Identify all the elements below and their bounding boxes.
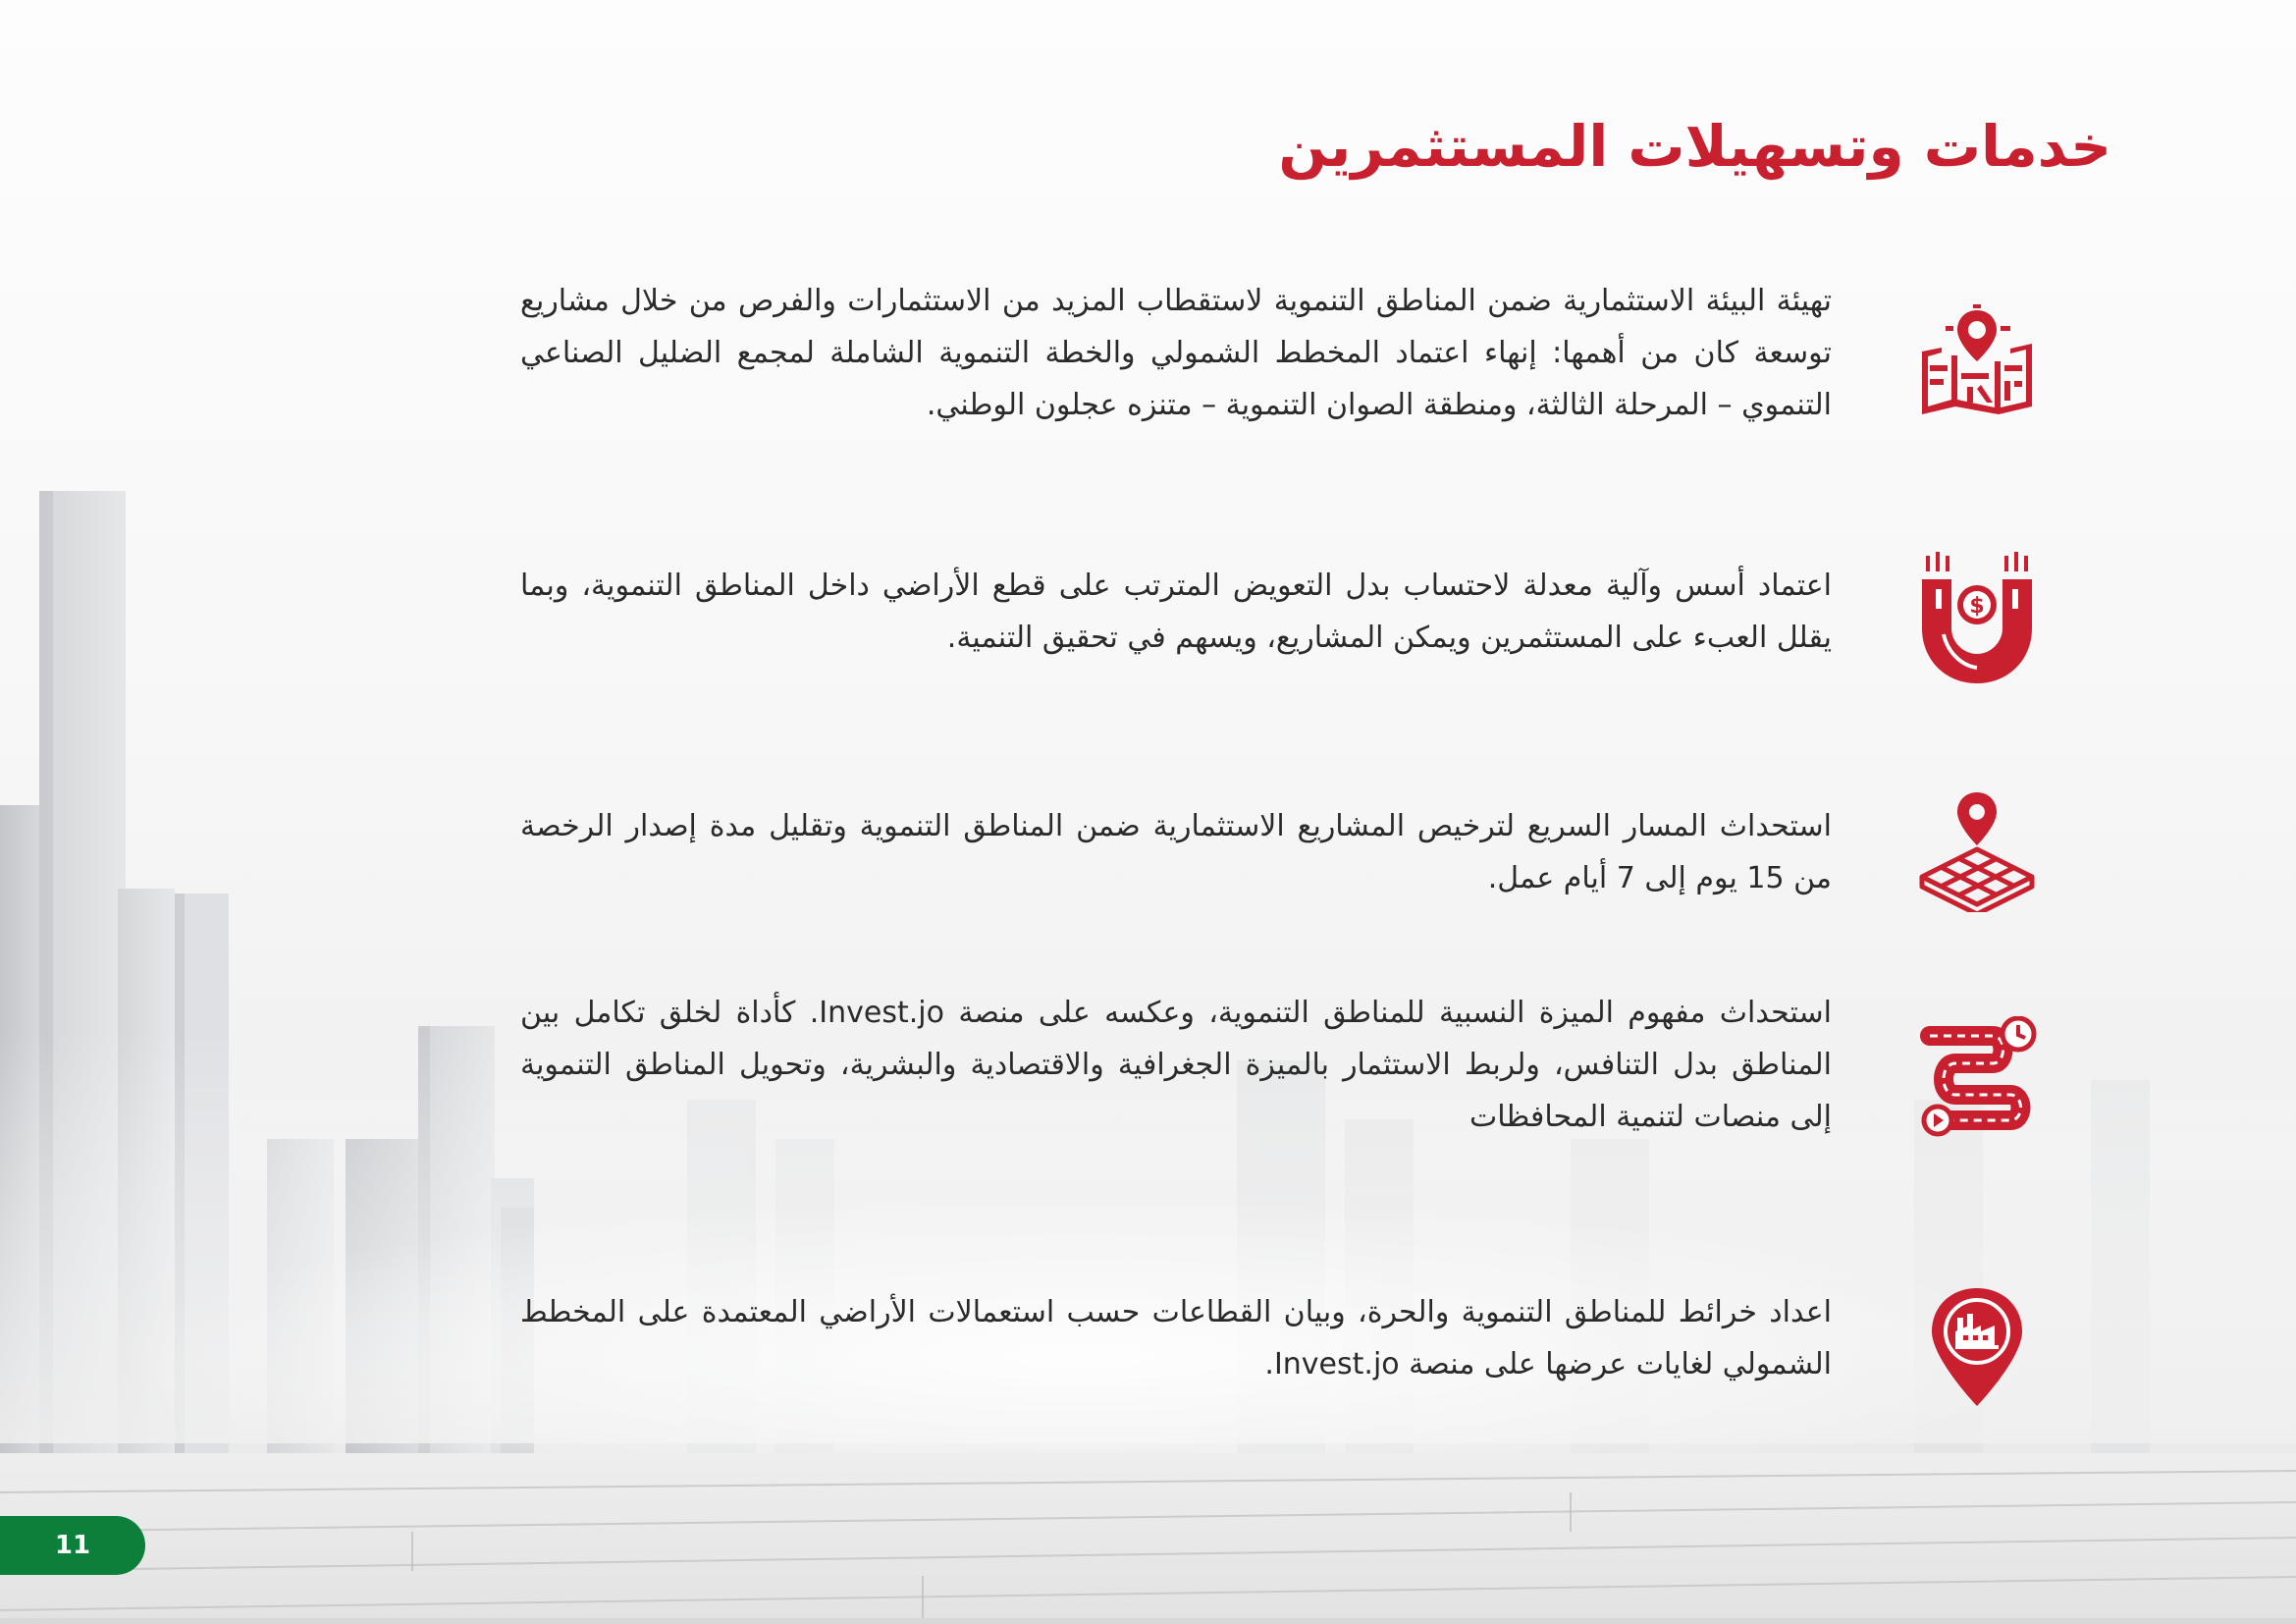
service-text: اعداد خرائط للمناطق التنموية والحرة، وبيان القطاعات حسب استعمالات الأراضي المعتمدة على المخطط الشمولي لغايات عرضها على منصة Invest.jo. xyxy=(520,1295,1832,1381)
svg-text:$: $ xyxy=(1969,594,1985,619)
factory-location-icon xyxy=(1916,1286,2038,1408)
page-title: خدمات وتسهيلات المستثمرين xyxy=(1278,113,2111,180)
city-map-pin-icon xyxy=(1916,304,2038,426)
service-text: استحداث المسار السريع لترخيص المشاريع الاستثمارية ضمن المناطق التنموية وتقليل مدة إصدار الرخصة من 15 يوم إلى 7 أيام عمل. xyxy=(520,809,1832,895)
service-text: استحداث مفهوم الميزة النسبية للمناطق التنموية، وعكسه على منصة Invest.jo. كأداة لخلق تكامل بين المناطق بدل التنافس، ولربط الاستثمار بالميزة الجغرافية والاقتصادية والبشرية، وتحويل المناطق التنموية إلى منصات لتنمية المحافظات xyxy=(520,996,1832,1134)
land-plot-pin-icon xyxy=(1916,790,2038,912)
page-number-badge xyxy=(0,1516,145,1575)
service-text: تهيئة البيئة الاستثمارية ضمن المناطق التنموية لاستقطاب المزيد من الاستثمارات والفرص من خلال مشاريع توسعة كان من أهمها: إنهاء اعتماد المخطط الشمولي والخطة التنموية الشاملة لمجمع الضليل الصناعي التنموي – المرحلة الثالثة، ومنطقة الصوان التنموية – متنزه عجلون الوطني. xyxy=(520,284,1832,422)
service-text: اعتماد أسس وآلية معدلة لاحتساب بدل التعويض المترتب على قطع الأراضي داخل المناطق التنموية، وبما يقلل العبء على المستثمرين ويمكن المشاريع، ويسهم في تحقيق التنمية. xyxy=(520,568,1832,655)
road-timer-icon xyxy=(1916,1016,2038,1138)
magnet-dollar-icon xyxy=(1916,550,2038,672)
page-number: 11 xyxy=(54,1531,91,1560)
